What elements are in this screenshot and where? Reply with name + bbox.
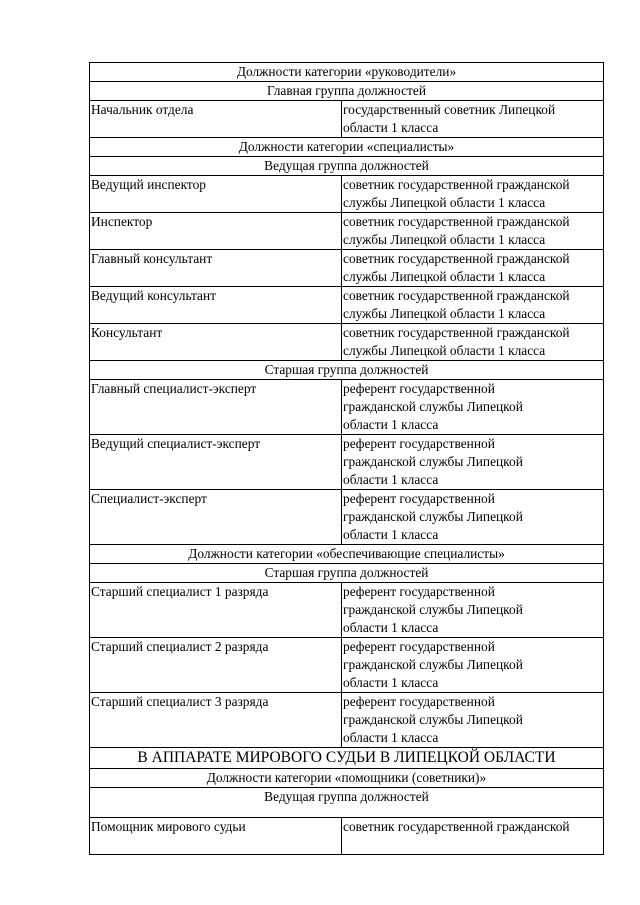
class-rank bbox=[342, 250, 604, 287]
position-title: Начальник отдела bbox=[90, 101, 342, 138]
position-row bbox=[90, 818, 604, 855]
group-header-row bbox=[90, 564, 604, 583]
class-rank-line: референт государственной bbox=[343, 584, 495, 599]
class-rank-line: гражданской службы Липецкой bbox=[343, 399, 523, 414]
class-rank-line: области 1 класса bbox=[343, 620, 439, 635]
position-title: Старший специалист 2 разряда bbox=[90, 638, 342, 693]
class-rank bbox=[342, 324, 604, 361]
class-rank-line: службы Липецкой области 1 класса bbox=[343, 343, 546, 358]
class-rank-line: службы Липецкой области 1 класса bbox=[343, 195, 546, 210]
group-header-row bbox=[90, 769, 604, 788]
class-rank bbox=[342, 693, 604, 748]
class-rank bbox=[342, 583, 604, 638]
section-title-row bbox=[90, 748, 604, 769]
class-rank-line: области 1 класса bbox=[343, 730, 439, 745]
class-rank-line: службы Липецкой области 1 класса bbox=[343, 269, 546, 284]
group-header-row bbox=[90, 157, 604, 176]
position-title: Инспектор bbox=[90, 213, 342, 250]
class-rank-line: референт государственной bbox=[343, 381, 495, 396]
class-rank-line: области 1 класса bbox=[343, 417, 439, 432]
position-row bbox=[90, 324, 604, 361]
group-header: Должности категории «руководители» bbox=[90, 63, 604, 82]
class-rank-line: советник государственной гражданской bbox=[343, 251, 570, 266]
position-row bbox=[90, 583, 604, 638]
group-header: Должности категории «специалисты» bbox=[90, 138, 604, 157]
class-rank-line: советник государственной гражданской bbox=[343, 819, 570, 834]
class-rank-line: гражданской службы Липецкой bbox=[343, 602, 523, 617]
group-header: Старшая группа должностей bbox=[90, 564, 604, 583]
position-title: Ведущий специалист-эксперт bbox=[90, 435, 342, 490]
class-rank-line: советник государственной гражданской bbox=[343, 177, 570, 192]
section-title: В АППАРАТЕ МИРОВОГО СУДЬИ В ЛИПЕЦКОЙ ОБЛАСТИ bbox=[90, 748, 604, 769]
position-row bbox=[90, 250, 604, 287]
group-header: Главная группа должностей bbox=[90, 82, 604, 101]
class-rank bbox=[342, 176, 604, 213]
position-title: Главный консультант bbox=[90, 250, 342, 287]
position-row bbox=[90, 693, 604, 748]
class-rank-line: референт государственной bbox=[343, 694, 495, 709]
class-rank-line: советник государственной гражданской bbox=[343, 214, 570, 229]
class-rank-line: области 1 класса bbox=[343, 527, 439, 542]
group-header: Должности категории «обеспечивающие специалисты» bbox=[90, 545, 604, 564]
class-rank-line: области 1 класса bbox=[343, 120, 439, 135]
class-rank-line: советник государственной гражданской bbox=[343, 288, 570, 303]
position-title: Старший специалист 1 разряда bbox=[90, 583, 342, 638]
class-rank-line: гражданской службы Липецкой bbox=[343, 712, 523, 727]
class-rank-line: референт государственной bbox=[343, 639, 495, 654]
group-header: Старшая группа должностей bbox=[90, 361, 604, 380]
position-row bbox=[90, 101, 604, 138]
position-title: Специалист-эксперт bbox=[90, 490, 342, 545]
position-title: Главный специалист-эксперт bbox=[90, 380, 342, 435]
positions-table bbox=[89, 62, 604, 855]
group-header-row bbox=[90, 788, 604, 818]
position-title: Ведущий инспектор bbox=[90, 176, 342, 213]
class-rank-line: государственный советник Липецкой bbox=[343, 102, 556, 117]
group-header-row bbox=[90, 82, 604, 101]
class-rank bbox=[342, 638, 604, 693]
class-rank bbox=[342, 435, 604, 490]
class-rank bbox=[342, 380, 604, 435]
position-title: Ведущий консультант bbox=[90, 287, 342, 324]
position-row bbox=[90, 287, 604, 324]
positions-table-body bbox=[90, 63, 604, 855]
class-rank bbox=[342, 101, 604, 138]
group-header: Ведущая группа должностей bbox=[90, 157, 604, 176]
class-rank bbox=[342, 287, 604, 324]
position-row bbox=[90, 435, 604, 490]
group-header-row bbox=[90, 361, 604, 380]
class-rank-line: советник государственной гражданской bbox=[343, 325, 570, 340]
class-rank bbox=[342, 490, 604, 545]
position-row bbox=[90, 380, 604, 435]
position-title: Помощник мирового судьи bbox=[90, 818, 342, 855]
class-rank bbox=[342, 213, 604, 250]
class-rank bbox=[342, 818, 604, 855]
class-rank-line: области 1 класса bbox=[343, 675, 439, 690]
class-rank-line: службы Липецкой области 1 класса bbox=[343, 306, 546, 321]
position-row bbox=[90, 638, 604, 693]
position-title: Консультант bbox=[90, 324, 342, 361]
class-rank-line: гражданской службы Липецкой bbox=[343, 509, 523, 524]
class-rank-line: службы Липецкой области 1 класса bbox=[343, 232, 546, 247]
group-header: Должности категории «помощники (советники)» bbox=[90, 769, 604, 788]
position-row bbox=[90, 490, 604, 545]
class-rank-line: гражданской службы Липецкой bbox=[343, 657, 523, 672]
class-rank-line: референт государственной bbox=[343, 436, 495, 451]
class-rank-line: области 1 класса bbox=[343, 472, 439, 487]
group-header-row bbox=[90, 545, 604, 564]
position-title: Старший специалист 3 разряда bbox=[90, 693, 342, 748]
position-row bbox=[90, 213, 604, 250]
position-row bbox=[90, 176, 604, 213]
class-rank-line: гражданской службы Липецкой bbox=[343, 454, 523, 469]
group-header-row bbox=[90, 138, 604, 157]
group-header: Ведущая группа должностей bbox=[90, 788, 604, 818]
class-rank-line: референт государственной bbox=[343, 491, 495, 506]
group-header-row bbox=[90, 63, 604, 82]
